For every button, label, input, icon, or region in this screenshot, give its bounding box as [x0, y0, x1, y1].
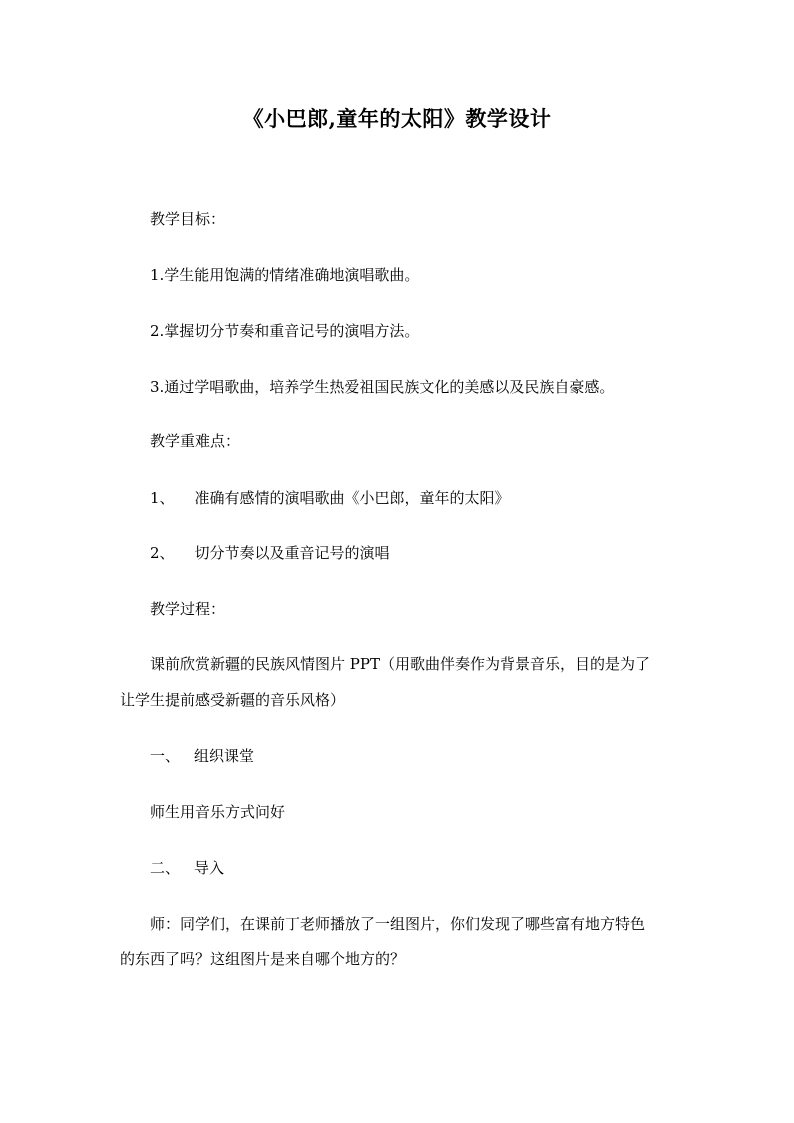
process-heading: 教学过程： [150, 600, 226, 618]
section-number: 二、 [150, 859, 181, 877]
section-title: 组织课堂 [194, 747, 255, 765]
intro-paragraph-line-2: 让学生提前感受新疆的音乐风格） [120, 691, 346, 709]
key-point-text: 切分节奏以及重音记号的演唱 [194, 544, 390, 562]
objective-item-3: 3.通过学唱歌曲，培养学生热爱祖国民族文化的美感以及民族自豪感。 [150, 378, 615, 396]
key-point-number: 1、 [150, 489, 175, 507]
intro-paragraph-line-1: 课前欣赏新疆的民族风情图片 PPT（用歌曲伴奏作为背景音乐，目的是为了 [150, 655, 650, 673]
objectives-heading: 教学目标： [150, 210, 226, 228]
key-point-number: 2、 [150, 544, 175, 562]
key-point-text: 准确有感情的演唱歌曲《小巴郎，童年的太阳》 [194, 489, 510, 507]
section-title: 导入 [194, 859, 225, 877]
section-heading-2 [150, 857, 224, 879]
objective-item-1: 1.学生能用饱满的情绪准确地演唱歌曲。 [150, 266, 420, 284]
key-point-item-1 [150, 487, 510, 509]
teacher-paragraph-line-1: 师：同学们，在课前丁老师播放了一组图片，你们发现了哪些富有地方特色 [150, 915, 646, 933]
section-heading-1 [150, 745, 254, 767]
objective-item-2: 2.掌握切分节奏和重音记号的演唱方法。 [150, 322, 420, 340]
key-point-item-2 [150, 542, 390, 564]
section-1-body: 师生用音乐方式问好 [150, 803, 286, 821]
key-points-heading: 教学重难点： [150, 432, 241, 450]
teacher-paragraph-line-2: 的东西了吗？这组图片是来自哪个地方的？ [120, 950, 406, 968]
section-number: 一、 [150, 747, 181, 765]
document-title: 《小巴郎,童年的太阳》教学设计 [242, 106, 552, 131]
